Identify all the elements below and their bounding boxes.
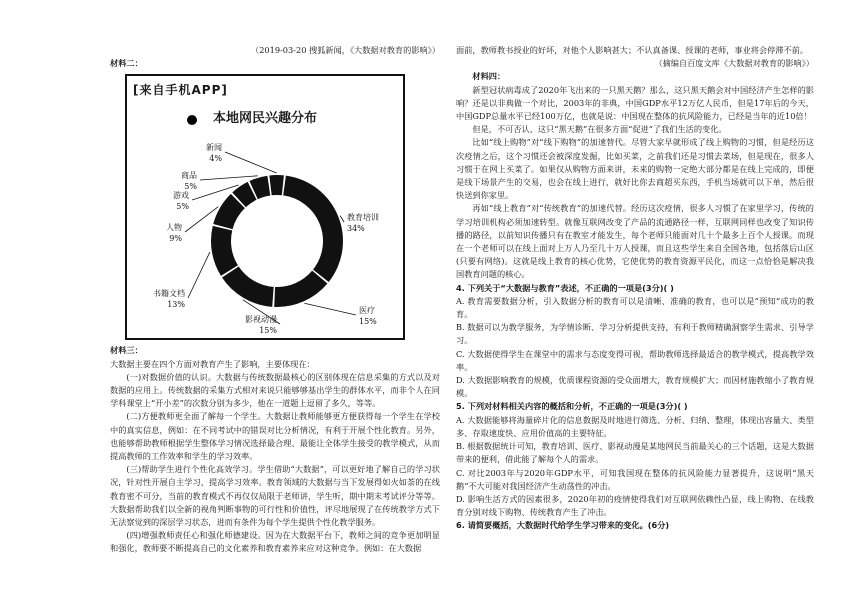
material-2-heading: 材料二： <box>110 58 143 69</box>
paragraph: (三)帮助学生进行个性化高效学习。学生借助“大数据”，可以更好地了解自己的学习状况，针对性开展自主学习，提高学习效率。教育领域的大数据与当下发展得如火如荼的在线教育密不可分，当前的教育模式不再仅仅局限于老师讲，学生听，期中期末考试评分等等。大数据帮助我们以全新的视角判断事物的可行性和价值性，评尽地展现了在传统教学方式下无法察觉到的深层学习状态，进而有条件为每个学生提供个性化教学服务。 <box>110 464 440 528</box>
slice-category-label: 影视动漫 <box>245 315 277 325</box>
figure-title: 本地网民兴趣分布 <box>212 111 317 127</box>
donut-slice <box>222 267 274 307</box>
question-5-stem: 5. 下列对材料相关内容的概括和分析，不正确的一项是(3分)( ) <box>456 401 688 412</box>
slice-value-label: 15% <box>259 326 277 336</box>
slice-value-label: 34% <box>347 224 365 234</box>
leader-line <box>340 216 344 222</box>
donut-slice <box>269 175 284 195</box>
donut-chart <box>127 76 403 338</box>
donut-slice <box>274 271 327 307</box>
right-column <box>456 0 814 533</box>
leader-line <box>188 252 210 298</box>
slice-category-label: 商品 <box>181 171 197 181</box>
slice-category-label: 游戏 <box>173 191 189 201</box>
slice-value-label: 5% <box>176 202 189 212</box>
question-4-stem: 4. 下列关于“大数据与教育”表述，不正确的一项是(3分)( ) <box>456 282 674 293</box>
paragraph: 大数据主要在四个方面对教育产生了影响，主要体现在： <box>110 358 315 369</box>
slice-value-label: 9% <box>169 234 182 244</box>
donut-slice <box>211 226 238 276</box>
slice-value-label: 13% <box>167 300 185 310</box>
paragraph: 但是，不可否认，这只“黑天鹅”在很多方面“促进”了我们生活的变化。 <box>472 124 727 135</box>
slice-category-label: 书籍文档 <box>153 289 185 299</box>
interest-distribution-figure <box>125 74 405 340</box>
paragraph: (一)对数据价值的认识。大数据与传统数据最核心的区别体现在信息采集的方式以及对数据的应用上。传统数据的采集方式相对来说只能够够基出学生的群体水平，而非个人在同学科课堂上“开小差”的次数分别为多少，他在一道题上逗留了多久，等等。 <box>110 371 440 409</box>
slice-value-label: 4% <box>209 154 222 164</box>
question-5-option: A. 大数据能够将海量碎片化的信息数据及时地进行筛选、分析、归纳、整理，体现出容量大、类型多、存取速度快、应用价值高的主要特征。 <box>456 414 814 438</box>
paragraph: (四)增强教师责任心和强化师德建设。因为在大数据平台下，教师之间的竞争更加明显和强化，教师要不断提高自己的文化素养和教育素养来应对这种竞争。例如：在大数据 <box>110 530 440 554</box>
paragraph: (二)方便教师更全面了解每一个学生。大数据让教师能够更方便获得每一个学生在学校中的真实信息，例如：在不同考试中的错误对比分析情况，有利于开展个性化教育。另外，也能够帮助教师根据学生整体学习情况选择最合理、最能让全体学生接受的教学模式，从而提高教师的工作效率和学生的学习效率。 <box>110 411 440 462</box>
source-citation-1: （2019-03-20 搜狐新闻，《大数据对教育的影响》） <box>251 45 440 55</box>
leader-line <box>200 176 258 180</box>
slice-value-label: 15% <box>359 317 377 327</box>
question-4-option: A. 教育需要数据分析，引入数据分析的教育可以是清晰、准确的教育，也可以是“预知”成功的教育。 <box>456 295 814 320</box>
question-4-option: B. 数据可以为教学服务，为学情诊断、学习分析提供支持，有利于教师精确洞察学生需求、引导学习。 <box>456 322 814 346</box>
slice-category-label: 新闻 <box>206 143 222 153</box>
source-citation-3: （摘编自百度文库《大数据对教育的影响》） <box>654 58 814 69</box>
paragraph: 面前，教师教书授业的好坏，对他个人影响甚大；不认真备课、授课的老师，事业将会停滞不前。 <box>456 45 809 55</box>
paragraph: 再如“线上教育”对“传统教育”的加速代替。经历这次疫情，很多人习惯了在家里学习，传统的学习培训机构必须加速转型。就像互联网改变了产品的流通路径一样，互联网同样也改变了知识传播的路径，以前知识传播只有在教室才能发生，每个老师只能面对几十个最多上百个人授课。而现在一个老师可以在线上面对上万人乃至几十万人授课，而且这些学生来自全国各地，包括落后山区(只要有网络)。这就是线上教育的核心优势，它使优势的教育资源平民化，而这一点恰恰是解决我国教育问题的核心。 <box>456 203 814 280</box>
left-column <box>110 0 440 556</box>
question-5-option: D. 影响生活方式的因素很多，2020年初的疫情使得我们对互联网依赖性凸显，线上购物、在线教育分别对线下购物、传统教育产生了冲击。 <box>456 493 814 518</box>
material-3-heading: 材料三： <box>110 345 143 356</box>
slice-category-label: 人物 <box>166 223 182 233</box>
question-5-option: B. 根据数据统计可知，教育培训、医疗、影视动漫是某地网民当前最关心的三个话题，这是大数据带来的便利，借此能了解每个人的需求。 <box>456 441 814 465</box>
question-6-stem: 6. 请简要概括，大数据时代给学生学习带来的变化。(6分) <box>456 520 670 531</box>
slice-category-label: 教育培训 <box>347 213 379 223</box>
slice-value-label: 5% <box>184 182 197 192</box>
paragraph: 比如“线上购物”对“线下购物”的加速替代。尽管大家早就形成了线上购物的习惯，但是经历这次疫情之后，这个习惯还会被深度发掘，比如买菜，之前我们还是习惯去菜场，但是现在，很多人习惯于在网上买菜了。如果仅从购物方面来讲，未来的购物一定绝大部分都是在线上完成的，即便是线下场景产生的交易，也会在线上进行，就好比你去商超买东西，手机当场就可以下单，然后很快送到你家里。 <box>456 137 814 201</box>
figure-tag: [来自手机APP] <box>133 83 228 98</box>
question-5-option: C. 对比2003年与2020年GDP水平，可知我国现在整体的抗风险能力显著提升，这说明“黑天鹅”不大可能对我国经济产生动荡性的冲击。 <box>456 467 814 491</box>
leader-line <box>225 152 277 173</box>
material-4-heading: 材料四： <box>472 71 506 82</box>
paragraph: 新型冠状病毒成了2020年飞出来的一只黑天鹅？那么，这只黑天鹅会对中国经济产生怎样的影响？还是以非典做一个对比，2003年的非典，中国GDP水平12万亿人民币，但是17年后的今天，中国GDP总量水平已经100万亿，也就是说：中国现在整体的抗风险能力，已经是当年的近10倍！ <box>456 84 814 122</box>
slice-category-label: 医疗 <box>359 306 375 316</box>
leader-line <box>304 304 356 316</box>
question-4-option: D. 大数据影响教育的规模，优质课程资源的受众面增大，教育规模扩大；而因材施教缩小了教育规模。 <box>456 375 814 399</box>
donut-slice <box>283 176 343 282</box>
question-4-option: C. 大数据使得学生在课堂中的需求与态度变得可视，帮助教师选择最适合的教学模式，提高教学效率。 <box>456 348 814 372</box>
